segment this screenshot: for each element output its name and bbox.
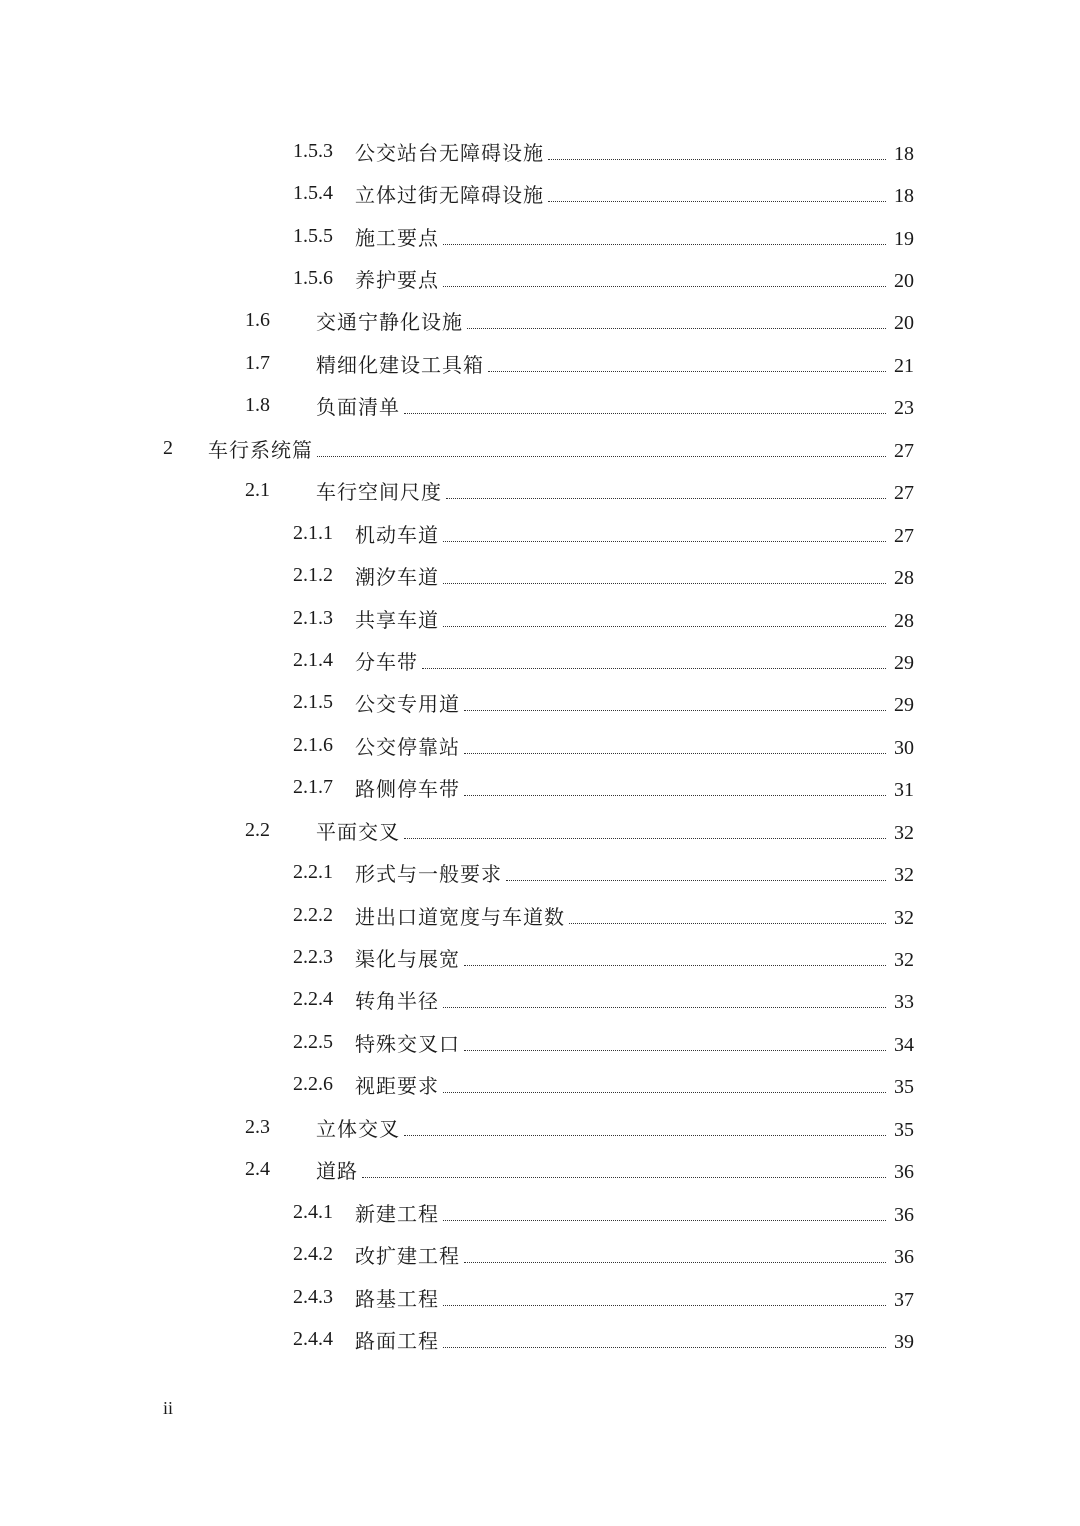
toc-entry-title: 渠化与展宽 xyxy=(355,947,460,972)
toc-entry-body xyxy=(355,773,914,802)
toc-entry-page: 29 xyxy=(894,651,914,674)
toc-entry[interactable] xyxy=(0,172,1080,214)
toc-entry-title: 分车带 xyxy=(355,649,418,674)
toc-dot-leader xyxy=(404,413,886,414)
toc-entry[interactable] xyxy=(0,597,1080,639)
toc-entry-title: 平面交叉 xyxy=(316,819,400,844)
toc-dot-leader xyxy=(362,1177,886,1178)
toc-entry-page: 27 xyxy=(894,439,914,462)
toc-entry-number: 2.1.3 xyxy=(293,606,333,629)
toc-entry[interactable] xyxy=(0,342,1080,384)
toc-dot-leader xyxy=(404,1135,886,1136)
toc-entry[interactable] xyxy=(0,1149,1080,1191)
toc-entry-title: 道路 xyxy=(316,1159,358,1184)
toc-entry-body xyxy=(355,688,914,717)
toc-entry[interactable] xyxy=(0,1021,1080,1063)
toc-entry[interactable] xyxy=(0,1064,1080,1106)
toc-entry-page: 29 xyxy=(894,694,914,717)
toc-entry[interactable] xyxy=(0,724,1080,766)
page-number: ii xyxy=(163,1398,174,1418)
toc-entry-page: 36 xyxy=(894,1161,914,1184)
toc-entry-title: 负面清单 xyxy=(316,395,400,420)
toc-entry[interactable] xyxy=(0,639,1080,681)
toc-entry[interactable] xyxy=(0,1233,1080,1275)
toc-entry-body xyxy=(355,561,914,590)
toc-entry-number: 1.5.4 xyxy=(293,182,333,205)
toc-dot-leader xyxy=(506,880,886,881)
toc-entry-body xyxy=(355,604,914,633)
toc-entry-title: 交通宁静化设施 xyxy=(316,310,463,335)
toc-entry-page: 28 xyxy=(894,609,914,632)
toc-entry-page: 32 xyxy=(894,906,914,929)
toc-entry-number: 2.2.5 xyxy=(293,1030,333,1053)
toc-dot-leader xyxy=(443,626,886,627)
toc-dot-leader xyxy=(443,244,886,245)
toc-entry-title: 转角半径 xyxy=(355,989,439,1014)
toc-entry[interactable] xyxy=(0,1191,1080,1233)
toc-entry-body xyxy=(316,1155,914,1184)
toc-entry-page: 33 xyxy=(894,991,914,1014)
toc-entry-body xyxy=(355,1325,914,1354)
toc-dot-leader xyxy=(569,923,886,924)
toc-entry-body xyxy=(355,901,914,930)
toc-entry-page: 35 xyxy=(894,1118,914,1141)
toc-entry-number: 1.8 xyxy=(245,394,270,417)
toc-entry-title: 公交站台无障碍设施 xyxy=(355,140,544,165)
toc-entry-title: 公交停靠站 xyxy=(355,734,460,759)
toc-entry-number: 2.1 xyxy=(245,479,270,502)
toc-entry-body xyxy=(355,943,914,972)
toc-entry-number: 2.2.6 xyxy=(293,1073,333,1096)
toc-entry-number: 2.1.4 xyxy=(293,648,333,671)
toc-entry-title: 车行空间尺度 xyxy=(316,480,442,505)
toc-dot-leader xyxy=(446,498,886,499)
toc-entry-page: 21 xyxy=(894,354,914,377)
toc-entry[interactable] xyxy=(0,809,1080,851)
toc-entry-title: 精细化建设工具箱 xyxy=(316,352,484,377)
toc-entry-body xyxy=(355,179,914,208)
toc-dot-leader xyxy=(443,1007,886,1008)
toc-dot-leader xyxy=(443,583,886,584)
toc-dot-leader xyxy=(488,371,886,372)
toc-entry-title: 施工要点 xyxy=(355,225,439,250)
toc-dot-leader xyxy=(443,1347,886,1348)
toc-entry-body xyxy=(355,1198,914,1227)
toc-entry-number: 2.4.1 xyxy=(293,1200,333,1223)
toc-entry-number: 2 xyxy=(163,436,173,459)
toc-entry-title: 路基工程 xyxy=(355,1286,439,1311)
toc-entry[interactable] xyxy=(0,851,1080,893)
toc-entry-body xyxy=(316,349,914,378)
toc-entry-page: 32 xyxy=(894,821,914,844)
toc-entry-title: 车行系统篇 xyxy=(208,437,313,462)
toc-entry-body xyxy=(355,731,914,760)
toc-entry-number: 2.2 xyxy=(245,818,270,841)
toc-entry-title: 特殊交叉口 xyxy=(355,1031,460,1056)
toc-dot-leader xyxy=(548,201,886,202)
toc-entry-page: 32 xyxy=(894,864,914,887)
toc-entry-page: 23 xyxy=(894,397,914,420)
toc-entry-page: 28 xyxy=(894,567,914,590)
toc-entry-title: 路侧停车带 xyxy=(355,777,460,802)
toc-entry-title: 进出口道宽度与车道数 xyxy=(355,904,565,929)
toc-entry-body xyxy=(208,434,914,463)
toc-dot-leader xyxy=(464,795,886,796)
toc-entry-title: 养护要点 xyxy=(355,268,439,293)
toc-dot-leader xyxy=(464,710,886,711)
toc-entry-number: 2.1.5 xyxy=(293,691,333,714)
toc-entry-title: 立体交叉 xyxy=(316,1116,400,1141)
toc-entry-number: 1.5.6 xyxy=(293,267,333,290)
toc-entry-page: 37 xyxy=(894,1288,914,1311)
toc-entry-page: 27 xyxy=(894,482,914,505)
toc-entry-number: 2.1.6 xyxy=(293,733,333,756)
toc-entry[interactable] xyxy=(0,936,1080,978)
toc-entry-number: 2.4.3 xyxy=(293,1285,333,1308)
toc-entry[interactable] xyxy=(0,1318,1080,1360)
toc-entry-body xyxy=(355,1070,914,1099)
toc-entry-page: 31 xyxy=(894,779,914,802)
toc-entry[interactable] xyxy=(0,979,1080,1021)
toc-entry-title: 形式与一般要求 xyxy=(355,862,502,887)
toc-entry-number: 2.1.1 xyxy=(293,521,333,544)
toc-dot-leader xyxy=(464,1050,886,1051)
toc-entry[interactable] xyxy=(0,257,1080,299)
toc-entry[interactable] xyxy=(0,385,1080,427)
toc-entry-number: 1.7 xyxy=(245,351,270,374)
toc-entry[interactable] xyxy=(0,554,1080,596)
toc-entry-number: 2.2.2 xyxy=(293,903,333,926)
toc-entry-title: 公交专用道 xyxy=(355,692,460,717)
toc-entry-number: 2.1.2 xyxy=(293,564,333,587)
toc-entry-title: 改扩建工程 xyxy=(355,1244,460,1269)
toc-entry-number: 2.4.2 xyxy=(293,1243,333,1266)
toc-entry[interactable] xyxy=(0,894,1080,936)
toc-entry[interactable] xyxy=(0,130,1080,172)
toc-entry-title: 共享车道 xyxy=(355,607,439,632)
toc-entry-title: 新建工程 xyxy=(355,1201,439,1226)
toc-entry-title: 视距要求 xyxy=(355,1074,439,1099)
toc-entry[interactable] xyxy=(0,300,1080,342)
toc-entry-number: 1.6 xyxy=(245,309,270,332)
toc-entry-page: 20 xyxy=(894,312,914,335)
toc-entry-number: 2.2.4 xyxy=(293,988,333,1011)
toc-entry-page: 36 xyxy=(894,1246,914,1269)
toc-entry-body xyxy=(355,519,914,548)
toc-entry-body xyxy=(355,858,914,887)
toc-dot-leader xyxy=(548,159,886,160)
toc-entry-page: 30 xyxy=(894,736,914,759)
toc-entry-body xyxy=(355,222,914,251)
toc-entry-number: 2.3 xyxy=(245,1115,270,1138)
toc-dot-leader xyxy=(443,286,886,287)
toc-entry-page: 20 xyxy=(894,270,914,293)
toc-entry[interactable] xyxy=(0,682,1080,724)
toc-entry-body xyxy=(355,137,914,166)
toc-entry[interactable] xyxy=(0,215,1080,257)
toc-dot-leader xyxy=(443,541,886,542)
toc-entry-body xyxy=(355,1028,914,1057)
toc-dot-leader xyxy=(467,328,886,329)
toc-entry-page: 36 xyxy=(894,1203,914,1226)
toc-entry-page: 35 xyxy=(894,1076,914,1099)
toc-entry-number: 2.2.1 xyxy=(293,861,333,884)
toc-entry-number: 2.4 xyxy=(245,1158,270,1181)
toc-dot-leader xyxy=(422,668,886,669)
toc-entry[interactable] xyxy=(0,512,1080,554)
toc-entry[interactable] xyxy=(0,767,1080,809)
toc-entry-body xyxy=(316,816,914,845)
toc-entry-body xyxy=(355,985,914,1014)
table-of-contents xyxy=(0,130,1080,1361)
toc-entry-body xyxy=(316,1113,914,1142)
toc-dot-leader xyxy=(464,753,886,754)
toc-entry-number: 2.1.7 xyxy=(293,776,333,799)
toc-dot-leader xyxy=(443,1220,886,1221)
toc-entry-number: 2.4.4 xyxy=(293,1327,333,1350)
toc-entry-body xyxy=(355,646,914,675)
toc-entry[interactable] xyxy=(0,1276,1080,1318)
toc-entry-page: 34 xyxy=(894,1033,914,1056)
toc-entry-body xyxy=(355,1283,914,1312)
toc-dot-leader xyxy=(443,1305,886,1306)
toc-entry-number: 1.5.5 xyxy=(293,224,333,247)
toc-entry-page: 18 xyxy=(894,142,914,165)
toc-dot-leader xyxy=(317,456,886,457)
toc-entry-body xyxy=(355,264,914,293)
toc-entry-title: 机动车道 xyxy=(355,522,439,547)
toc-entry-body xyxy=(316,476,914,505)
toc-entry-body xyxy=(316,306,914,335)
toc-entry-body xyxy=(316,391,914,420)
toc-entry-body xyxy=(355,1240,914,1269)
toc-entry-page: 19 xyxy=(894,227,914,250)
toc-entry[interactable] xyxy=(0,1106,1080,1148)
toc-entry-page: 32 xyxy=(894,949,914,972)
toc-entry-title: 立体过街无障碍设施 xyxy=(355,183,544,208)
toc-entry-number: 2.2.3 xyxy=(293,946,333,969)
toc-entry-page: 39 xyxy=(894,1330,914,1353)
toc-dot-leader xyxy=(464,1262,886,1263)
toc-dot-leader xyxy=(464,965,886,966)
toc-entry-number: 1.5.3 xyxy=(293,139,333,162)
toc-entry[interactable] xyxy=(0,427,1080,469)
toc-entry-page: 18 xyxy=(894,185,914,208)
toc-entry-title: 潮汐车道 xyxy=(355,565,439,590)
toc-dot-leader xyxy=(443,1092,886,1093)
toc-entry-title: 路面工程 xyxy=(355,1328,439,1353)
toc-entry[interactable] xyxy=(0,470,1080,512)
toc-entry-page: 27 xyxy=(894,524,914,547)
toc-dot-leader xyxy=(404,838,886,839)
